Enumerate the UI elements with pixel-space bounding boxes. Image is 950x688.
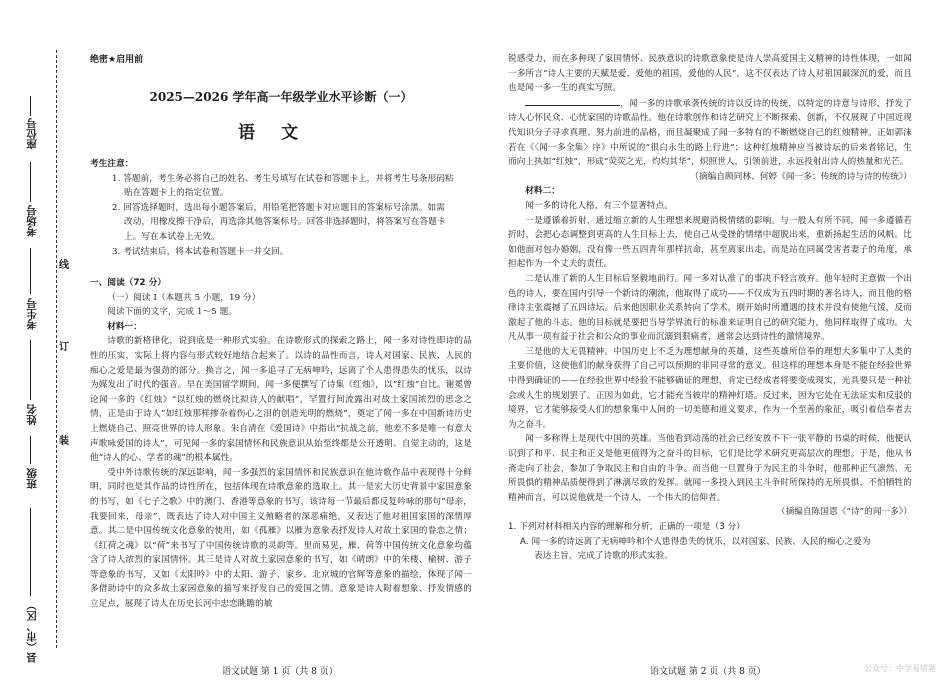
reading-instruction: 阅读下面的文字，完成 1～5 题。 <box>107 307 238 318</box>
county-write-line <box>30 508 31 596</box>
exam-room-write-line <box>30 162 31 202</box>
subsection-heading: （一）阅读 Ⅰ（本题共 5 小题，19 分） <box>107 292 261 303</box>
notice-title: 考生注意： <box>90 159 134 169</box>
material-2-para-3: 三是他的大无畏精神。中国历史上不乏为理想献身的英雄，这些英雄所信奉的理想大多集中了人类的主要价值，这使他们的献身获得了自己可以预期的非同寻常的意义。但这样的理想本身是不能在经验世界中得到确证的——在经验世界中经验不能够确证的理想，肯定已经成者将要变成现实，光具要只是一种社会或人生的规划罢了。正因为如此，它才能充当彼岸的精神灯塔。反过来，因为它处在无法证实和反驳的境界，它才能够接受人们的想象集中人间的一切美德和道义要求，作为一个至善的象征，吸引着信奉者去为之奋斗。 <box>508 346 912 430</box>
notice-line: 上。写在本试卷上无效。 <box>124 231 220 242</box>
notice-line: 3. 考试结束后，将本试卷和答题卡一并交回。 <box>112 246 289 257</box>
county-label: 县（市、区） <box>26 600 38 663</box>
material-1-heading: 材料一： <box>107 321 142 332</box>
notice-line: 2. 回答选择题时，选出每小题答案后，用铅笔把答题卡对应题目的答案标号涂黑。如需 <box>112 202 445 213</box>
material-2-para-4: 闻一多称得上是现代中国的英雄。当他看到动荡的社会已经安放不下一张平静的书桌的时候，他便认识到了和平、民主和正义是他更值得为之奋斗的目标，它们是比学术研究更高层次的理想。于是，他从书斋走向了社会，参加了争取民主和自由的斗争。而当他一旦置身于为民主的斗争时，他那种正气凛然、无所畏惧的精神品质便得到了淋漓尽致的发挥。就闻一多投入到民主斗争时所保持的无所畏惧、不怕牺牲的精神而言，可以说他就是一个诗人，一个伟大的信仰者。 <box>508 434 912 503</box>
student-no-label: 考生号 <box>26 298 38 330</box>
page-2 <box>508 0 912 688</box>
seal-bind-char: 装 <box>59 436 69 447</box>
question-1: 1. 下列对材料相关内容的理解和分析，正确的一项是（3 分） <box>508 522 745 532</box>
student-no-write-line <box>30 248 31 294</box>
fill-blank[interactable] <box>525 96 620 106</box>
notice-line: 贴在答题卡上的指定位置。 <box>124 188 229 199</box>
seal-line-char: 线 <box>59 260 69 271</box>
page-1 <box>90 0 472 688</box>
material-1-para-3-text: ，闻一多的诗歌承袭传统的诗以反诗的传统，以特定的诗意与诗形，抒发了诗人心怀民众、心忧家国的诗歌品性。他在诗歌创作和诗艺研究上不断探索、创新，不仅展现了中国近现代知识分子寻求真理、努力前进的品格，而且凝聚成了闻一多特有的不断燃烧自己的红烛精神。正如郭沫若在《〈闻一多全集〉序》中所说的“很白永生的路上行进”；这种红烛精神应当被诗坛的后来者铭记，生而向上执如“红烛”，形成“荧荧之光，灼灼其华”，炽照世人，引领前进，永远投射出诗人的热量和光芒。 <box>508 98 912 168</box>
seal-order-char: 订 <box>59 342 69 353</box>
name-label: 姓名 <box>26 404 38 425</box>
material-2-heading: 材料二： <box>525 186 560 197</box>
binding-margin <box>0 0 80 688</box>
exam-room-label: 考场号 <box>26 205 38 237</box>
material-1-para-2-cont: 锐感受力，而在多种现了家国情怀、民族意识的诗歌意象使是诗人崇高爱国主义精神的诗性体现，一如闻一多所言“诗人主要的天赋是爱，爱他的祖国，爱他的人民”，这不仅表达了诗人对祖国最深沉的爱，而且也是闻一多一生的真实写照。 <box>508 54 912 94</box>
notice-line: 改动，用橡皮擦干净后，再选涂其他答案标号。回答非选择题时，将答案写在答题卡 <box>124 217 446 228</box>
material-1-para-1: 诗歌的新格律化，说到底是一种形式实验。在诗歌形式的探索之路上，闻一多对诗性即诗的品性的压实，实际上将内容与形式较好地结合起来了。以诗的品性而言，诗人对国家、民族、人民的痴心之爱是最为强劲的部分。换言之，闻一多追寻了无病呻吟，远离了个人患得患失的忧乐，以诗为媒发出了时代的强音。早在美国留学期间，闻一多便撰写了诗集《红烛》，以“红烛”自比。谢冕曾论闻一多的《红烛》“以红烛的燃烧比拟诗人的献唱”，罕置行间流露出对故土家国浓烈的思念之情，正是由于诗人“如红烛那样掺杂着伤心之泪的创造光明的燃烧”，奠定了闻一多在中国新诗历史上燃烧自己、照亮世界的诗人形象。朱自清在《爱国诗》中指出“抗战之前，他差不多是唯一有意大声歌咏爱国的诗人”，可见闻一多的家国情怀和民族意识从始至终都是公开透明、自觉主动的，这是他“诗人的心、学者的魂”的根本属性。 <box>90 336 472 464</box>
exam-title: 2025—2026 学年高一年级学业水平诊断（一） <box>149 90 413 104</box>
subject-title: 语文 <box>238 123 324 143</box>
section-heading: 一、阅读（72 分） <box>90 278 167 288</box>
class-write-line <box>30 436 31 464</box>
page-2-footer: 语文试题 第 2 页（共 8 页） <box>650 667 766 677</box>
page-2-content <box>508 52 912 564</box>
secret-mark: 绝密★启用前 <box>90 55 144 65</box>
seat-write-line <box>30 96 31 116</box>
question-1-option-a-cont: 表达主旨，完成了诗歌的形式实验。 <box>534 551 674 562</box>
reading-section <box>90 276 472 612</box>
watermark: 公众号：中学易错题 <box>864 664 936 673</box>
seat-label: 座位号 <box>26 118 38 150</box>
notice-line: 1. 答题前，考生务必将自己的姓名、考生号填写在试卷和答题卡上，并将考生号条形码粘 <box>112 173 454 184</box>
material-1-para-2: 受中外诗歌传统的深远影响，闻一多强烈的家国情怀和民族意识在他诗歌作品中表现得十分鲜明，同时也是其作品的诗性所在，包括体现在诗歌意象的选取上。其一是宏大历史背景中家国意象的书写，如《七子之歌》中的澳门、香港等意象的书写，该诗每一节最后都反复吟咏的那句“母亲，我要回来，母亲”，既表达了诗人对中国主义殖略者的深恶痛绝，又表达了他对祖国家国的深情厚意。其二是中国传统文化意象的使用，如《孤雁》以雁为意象表抒发诗人对故土家国的眷恋之情；《红荷之魂》以“荷”来书写了中国传统诗歌的灵韵等。里而易见，雁、荷等中国传统文化意象均蕴含了诗人浓烈的家国情怀。其三是诗人对故土家园意象的书写，如《晴朗》中的朱楼、榆树、游子等意象的书写，又如《太阳吟》中的太阳、游子、家乡、北京城的官辉等意象的描绘，体现了闻一多借助诗中的众多故土家园意象的描写来抒发自己的爱国之情。意象是诗人附着想象、抒发情感的立足点，展现了诗人在历史长河中忠恋眺瞻的敏 <box>90 467 472 610</box>
material-2-para-1: 一是遵循着折射，通过缩立新的人生理想来规避消极情绪的影响。与一般人有所不同，闻一多遵循若折时，会把心态调整到更高的人生目标上去，使自己从受挫的情绪中超脱出来，重新扬起生活的风帆。比如他面对包办婚姻，没有像一些五四青年那样抗命，甚至离家出走，而是站在同属受害者妻子的角度，承担起作为一个丈夫的责任。 <box>508 215 912 270</box>
citation-2: （摘编自陈国恩《“诗”的闻一多》） <box>776 507 912 518</box>
class-label: 班级 <box>26 468 38 489</box>
material-2-intro: 闻一多的诗化人格，有三个显著特点。 <box>525 200 673 211</box>
binding-dashed-line <box>56 50 57 648</box>
name-write-line <box>30 340 31 400</box>
notice-block <box>90 157 472 259</box>
citation-1: （摘编自顾同林、何婷《闻一多：传统的诗与诗的传统》） <box>690 171 912 182</box>
material-1-para-3 <box>508 96 912 170</box>
question-1-option-a[interactable]: A. 闻一多的诗远离了无病呻吟和个人患得患失的忧乐，以对国家、民族、人民的痴心之爱为 <box>520 536 871 547</box>
page-1-footer: 语文试题 第 1 页（共 8 页） <box>222 667 338 677</box>
material-2-para-2: 二是认准了新的人生目标后坚毅地前行。闻一多对认准了的事决不轻言放弃。他年轻时主意做一个出色的诗人，要在国内引导一个新诗的潮流，他取得了成功——不仅成为五四时期的著名诗人，而且他的格律诗主张震撼了五四诗坛。后来他因职业关系转向了学术，刚开始时所遭遇的技术并没有使他气馁，反而激起了他的斗志。他的目标就是要把当导学界流行的标准来证明自己的研究能力，他同样取得了成功。大凡从事一项有益于社会和公众的事业而沉溺到狠痛者，通常会达到诗性的激情境界。 <box>508 273 912 343</box>
